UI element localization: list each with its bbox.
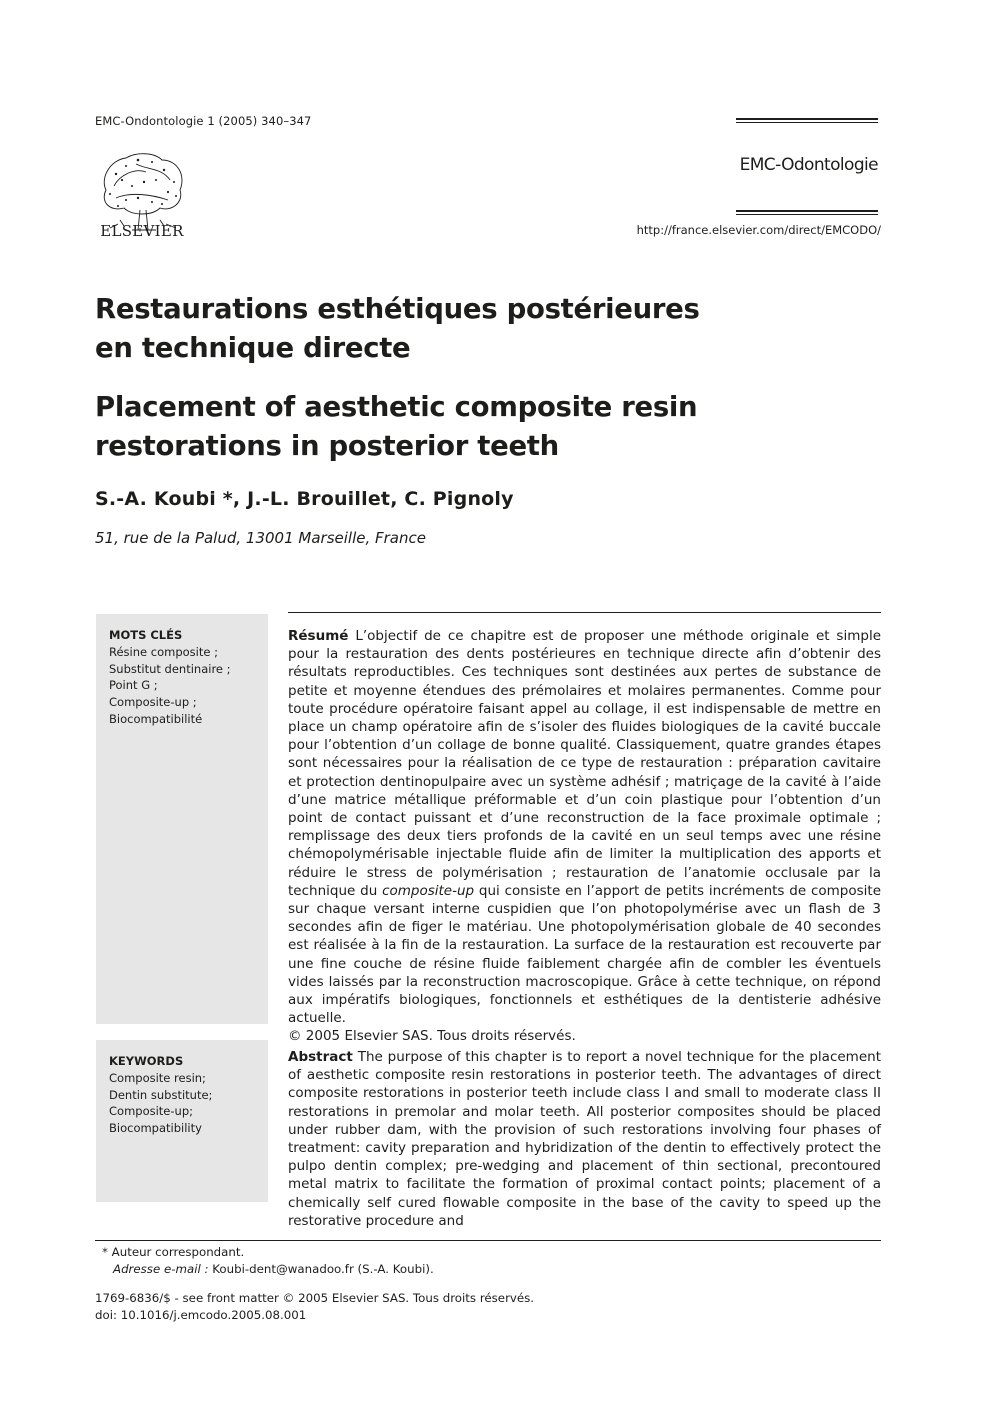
resume-french	[288, 627, 881, 1046]
keyword-item: Substitut dentinaire ;	[109, 661, 231, 676]
header-rule-top	[736, 118, 878, 120]
resume-text-part-2: qui consiste en l’apport de petits incréments de composite sur chaque versant interne cuspidien que l’on photopolymérise avec un flash de 3 secondes afin de figer le matériau. Une photopolymérisation globale de 40 secondes est réalisée à la fin de la restauration. La surface de la restauration est recouverte par une fine couche de résine fluide faiblement chargée afin de combler les éventuels vides laissés par la reconstruction macroscopique. Grâce à cette technique, on répond aux impératifs biologiques, fonctionnels et esthétiques de la dentisterie adhésive actuelle.	[288, 882, 881, 1027]
header-rule-top-thin	[736, 122, 878, 123]
title-fr-line-1: Restaurations esthétiques postérieures	[95, 293, 700, 325]
keyword-item: Composite-up ;	[109, 695, 197, 710]
keywords-heading-french: MOTS CLÉS	[109, 628, 183, 642]
journal-url-link[interactable]: http://france.elsevier.com/direct/EMCODO/	[636, 223, 881, 237]
article-title-french	[95, 290, 815, 368]
title-fr-line-2: en technique directe	[95, 332, 411, 364]
header-rule-bottom-thin	[736, 214, 878, 215]
keyword-item: Résine composite ;	[109, 644, 218, 659]
doi-line[interactable]: doi: 10.1016/j.emcodo.2005.08.001	[95, 1307, 307, 1322]
author-list: S.-A. Koubi *, J.-L. Brouillet, C. Pignoly	[95, 488, 514, 510]
resume-italic-term: composite-up	[382, 882, 475, 899]
keyword-item: Point G ;	[109, 678, 158, 693]
journal-name: EMC-Odontologie	[739, 155, 878, 175]
issn-line: 1769-6836/$ - see front matter © 2005 Elsevier SAS. Tous droits réservés.	[95, 1291, 535, 1305]
title-en-line-2: restorations in posterior teeth	[95, 430, 559, 462]
title-en-line-1: Placement of aesthetic composite resin	[95, 391, 698, 423]
footnote-rule	[95, 1240, 881, 1241]
abstract-text: The purpose of this chapter is to report a novel technique for the placement of aesthetic composite resin restorations in posterior teeth. The advantages of direct composite restorations in posterior teeth include class I and small to moderate class II restorations in premolar and molar teeth. All posterior composites should be placed under rubber dam, with the provision of such restorations involving four phases of treatment: cavity preparation and hybridization of the dentin to effectively protect the pulpo dentin complex; pre-wedging and placement of thin sectional, precontoured metal matrix to facilitate the formation of proximal contact points; placement of a chemically self cured flowable composite in the base of the cavity to speed up the restorative procedure and	[288, 1049, 881, 1229]
publication-info	[95, 1290, 534, 1324]
resume-text-part-1: L’objectif de ce chapitre est de proposer une méthode originale et simple pour la restauration des dents postérieures en technique directe afin d’obtenir des résultats reproductibles. Ces techniques sont destinées aux pertes de substance de petite et moyenne étendues des prémolaires et molaires permanentes. Comme pour toute procédure opératoire faisant appel au collage, il est indispensable de mettre en place un champ opératoire afin de s’isoler des fluides biologiques de la cavité buccale pour l’obtention d’un collage de bonne qualité. Classiquement, quatre grandes étapes sont nécessaires pour la réalisation de ce type de restauration : préparation cavitaire et protection dentinopulpaire avec un système adhésif ; matriçage de la cavité à l’aide d’une matrice métallique préformable et d’un coin plastique pour l’obtention d’un point de contact puissant et d’une reconstruction de la face proximale optimale ; remplissage des deux tiers profonds de la cavité en un seul temps avec une résine chémopolymérisable injectable fluide afin de limiter la multiplication des apports et réduire le stress de polymérisation ; restauration de l’anatomie occlusale par la technique du	[288, 628, 881, 899]
abstract-english	[288, 1048, 881, 1229]
resume-copyright: © 2005 Elsevier SAS. Tous droits réservés.	[288, 1028, 576, 1045]
footnote-marker: * Auteur correspondant.	[102, 1245, 245, 1259]
keyword-item: Biocompatibilité	[109, 711, 203, 726]
elsevier-logo-wordmark: ELSEVIER	[100, 222, 184, 240]
email-link[interactable]: Koubi-dent@wanadoo.fr (S.-A. Koubi).	[212, 1261, 434, 1276]
header-rule-bottom	[736, 210, 878, 212]
abstract-top-rule	[288, 612, 881, 613]
resume-label: Résumé	[288, 628, 349, 644]
corresponding-author-footnote	[102, 1244, 434, 1278]
footnote-email-line	[102, 1261, 434, 1278]
abstract-label: Abstract	[288, 1049, 353, 1065]
keyword-item: Composite-up;	[109, 1104, 193, 1119]
keyword-item: Dentin substitute;	[109, 1087, 213, 1102]
article-title-english	[95, 388, 815, 466]
keyword-item: Biocompatibility	[109, 1121, 202, 1136]
keywords-box-french	[96, 614, 268, 1024]
keywords-heading-english: KEYWORDS	[109, 1054, 184, 1068]
keywords-box-english	[96, 1040, 268, 1202]
journal-reference: EMC-Ondontologie 1 (2005) 340–347	[95, 114, 312, 128]
keyword-item: Composite resin;	[109, 1070, 206, 1085]
author-affiliation: 51, rue de la Palud, 13001 Marseille, France	[95, 529, 426, 547]
email-label: Adresse e-mail :	[113, 1261, 209, 1276]
